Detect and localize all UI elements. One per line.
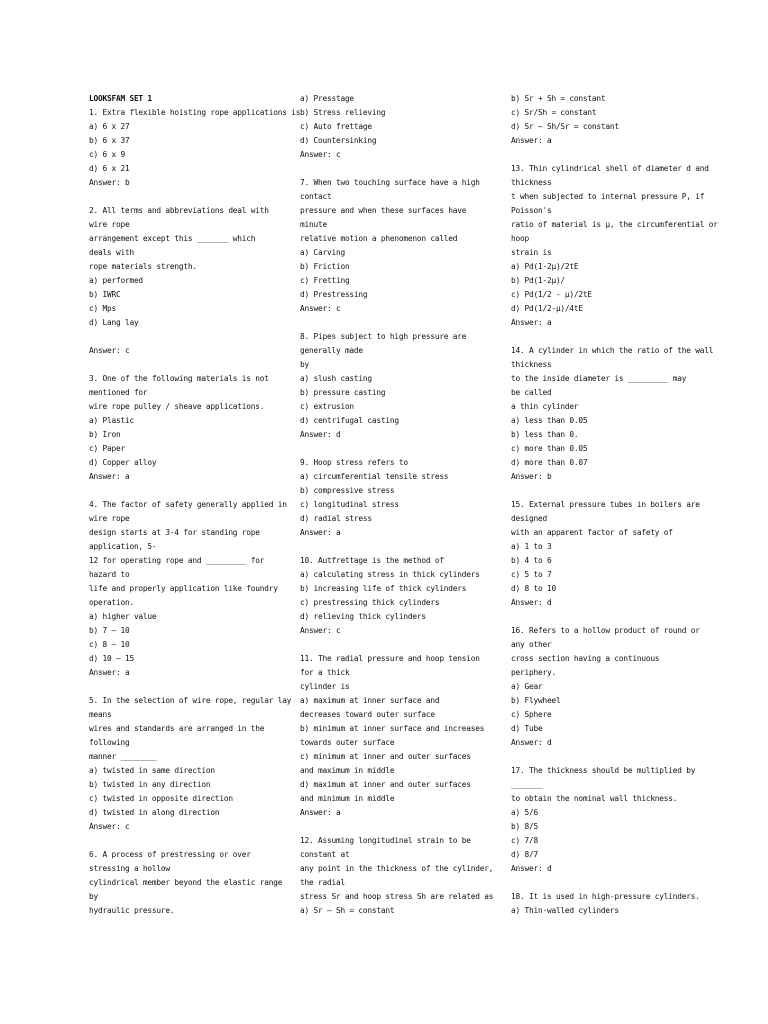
text-line: 2. All terms and abbreviations deal with	[89, 206, 269, 215]
text-line: periphery.	[511, 668, 556, 677]
text-line: thickness	[511, 178, 552, 187]
text-line: mentioned for	[89, 388, 148, 397]
text-line: c) Sr/Sh = constant	[511, 108, 597, 117]
text-line: 10. Autfrettage is the method of	[300, 556, 444, 565]
text-line: d) centrifugal casting	[300, 416, 399, 425]
text-line: d) Tube	[511, 724, 543, 733]
text-line: 12. Assuming longitudinal strain to be	[300, 836, 471, 845]
text-line: d) Countersinking	[300, 136, 377, 145]
text-line: a) Thin-walled cylinders	[511, 906, 619, 915]
text-line: a) Plastic	[89, 416, 134, 425]
text-line: c) Sphere	[511, 710, 552, 719]
text-line: d) more than 0.07	[511, 458, 588, 467]
text-line: b) less than 0.	[511, 430, 579, 439]
text-line: application, 5-	[89, 542, 157, 551]
text-line	[511, 610, 691, 624]
text-line	[300, 820, 480, 834]
text-line: a) Presstage	[300, 94, 354, 103]
text-line: b) IWRC	[89, 290, 121, 299]
text-line: cross section having a continuous	[511, 654, 660, 663]
text-line: Answer: d	[511, 598, 552, 607]
text-line	[89, 358, 261, 372]
text-line: 14. A cylinder in which the ratio of the wall	[511, 346, 714, 355]
text-line: for a thick	[300, 668, 350, 677]
text-line: 7. When two touching surface have a high	[300, 178, 480, 187]
text-line: a) 1 to 3	[511, 542, 552, 551]
text-line: towards outer surface	[300, 738, 395, 747]
text-line: by	[89, 892, 98, 901]
text-line: c) more than 0.05	[511, 444, 588, 453]
text-line: wires and standards are arranged in the	[89, 724, 265, 733]
text-line	[89, 190, 261, 204]
text-line	[511, 330, 691, 344]
text-line: Answer: c	[300, 304, 341, 313]
text-line: c) 7/8	[511, 836, 538, 845]
text-line: c) Pd(1/2 - μ)/2tE	[511, 290, 592, 299]
text-line: Answer: a	[89, 668, 130, 677]
text-line: a) slush casting	[300, 374, 372, 383]
text-line: a) 5/6	[511, 808, 538, 817]
text-line: generally made	[300, 346, 363, 355]
text-line: c) longitudinal stress	[300, 500, 399, 509]
text-line: a) 6 x 27	[89, 122, 130, 131]
text-line: manner ________	[89, 752, 157, 761]
text-line: a) Pd(1-2μ)/2tE	[511, 262, 579, 271]
text-line: b) Friction	[300, 262, 350, 271]
text-line: and minimum in middle	[300, 794, 395, 803]
text-line: c) extrusion	[300, 402, 354, 411]
text-line: 11. The radial pressure and hoop tension	[300, 654, 480, 663]
text-line: 1. Extra flexible hoisting rope applications is	[89, 108, 301, 117]
text-line: c) minimum at inner and outer surfaces	[300, 752, 471, 761]
text-line: d) Copper alloy	[89, 458, 157, 467]
text-line: minute	[300, 220, 327, 229]
text-line	[89, 484, 261, 498]
text-line: d) Sr – Sh/Sr = constant	[511, 122, 619, 131]
text-line: Answer: c	[300, 626, 341, 635]
text-line: 8. Pipes subject to high pressure are	[300, 332, 467, 341]
text-line: t when subjected to internal pressure P, if	[511, 192, 705, 201]
text-line: a) higher value	[89, 612, 157, 621]
text-line: b) Flywheel	[511, 696, 561, 705]
text-line: operation.	[89, 598, 134, 607]
text-line: stress Sr and hoop stress Sh are related as	[300, 892, 494, 901]
text-line	[300, 638, 480, 652]
text-line: thickness	[511, 360, 552, 369]
text-line: b) Iron	[89, 430, 121, 439]
text-line: 9. Hoop stress refers to	[300, 458, 408, 467]
text-line: b) 7 – 10	[89, 626, 130, 635]
text-line: b) pressure casting	[300, 388, 386, 397]
text-line: Answer: a	[300, 528, 341, 537]
text-line: d) 8 to 10	[511, 584, 556, 593]
text-line: d) radial stress	[300, 514, 372, 523]
text-line: d) relieving thick cylinders	[300, 612, 426, 621]
page-title: LOOKSFAM SET 1	[89, 94, 152, 103]
text-line: a) Carving	[300, 248, 345, 257]
text-line: and maximum in middle	[300, 766, 395, 775]
text-line: 6. A process of prestressing or over	[89, 850, 251, 859]
text-line: b) twisted in any direction	[89, 780, 211, 789]
text-line: Answer: a	[511, 136, 552, 145]
text-line: b) Sr + Sh = constant	[511, 94, 606, 103]
text-line: 5. In the selection of wire rope, regular lay	[89, 696, 292, 705]
text-line: cylinder is	[300, 682, 350, 691]
text-line	[89, 834, 261, 848]
text-line: designed	[511, 514, 547, 523]
text-line: a) less than 0.05	[511, 416, 588, 425]
text-line: Answer: b	[511, 472, 552, 481]
text-line: cylindrical member beyond the elastic range	[89, 878, 283, 887]
text-line: 18. It is used in high-pressure cylinders.	[511, 892, 700, 901]
text-line: 3. One of the following materials is not	[89, 374, 269, 383]
text-line: contact	[300, 192, 332, 201]
text-line: a) twisted in same direction	[89, 766, 215, 775]
text-line: to obtain the nominal wall thickness.	[511, 794, 678, 803]
text-line: Poisson's	[511, 206, 552, 215]
text-line: 16. Refers to a hollow product of round or	[511, 626, 700, 635]
text-line: a) circumferential tensile stress	[300, 472, 449, 481]
text-line: b) 6 x 37	[89, 136, 130, 145]
text-line: hazard to	[89, 570, 130, 579]
text-line: to the inside diameter is _________ may	[511, 374, 687, 383]
text-line	[89, 680, 261, 694]
text-line: 4. The factor of safety generally applied in	[89, 500, 287, 509]
text-line: rope materials strength.	[89, 262, 197, 271]
text-line: design starts at 3-4 for standing rope	[89, 528, 260, 537]
text-line: life and properly application like foundry	[89, 584, 278, 593]
text-line: 17. The thickness should be multiplied by	[511, 766, 696, 775]
text-line: a) Sr – Sh = constant	[300, 906, 395, 915]
text-line: b) Stress relieving	[300, 108, 386, 117]
column-1	[89, 92, 301, 918]
text-line: c) twisted in opposite direction	[89, 794, 233, 803]
text-line: a) performed	[89, 276, 143, 285]
text-line: b) minimum at inner surface and increases	[300, 724, 485, 733]
text-line	[89, 330, 261, 344]
text-line: strain is	[511, 248, 552, 257]
text-line: d) twisted in along direction	[89, 808, 220, 817]
text-line	[511, 484, 691, 498]
text-line: by	[300, 360, 309, 369]
text-line: ratio of material is μ, the circumferential or	[511, 220, 718, 229]
text-line: Answer: d	[511, 864, 552, 873]
text-line: a) calculating stress in thick cylinders	[300, 570, 480, 579]
text-line: b) 4 to 6	[511, 556, 552, 565]
text-line: d) 10 – 15	[89, 654, 134, 663]
text-line: d) Lang lay	[89, 318, 139, 327]
text-line: stressing a hollow	[89, 864, 170, 873]
text-line: arrangement except this _______ which	[89, 234, 256, 243]
text-line: following	[89, 738, 130, 747]
text-line: d) Pd(1/2-μ)/4tE	[511, 304, 583, 313]
text-line: d) maximum at inner and outer surfaces	[300, 780, 471, 789]
text-line: c) prestressing thick cylinders	[300, 598, 440, 607]
text-line: c) 5 to 7	[511, 570, 552, 579]
text-line: Answer: a	[89, 472, 130, 481]
text-line: Answer: a	[300, 808, 341, 817]
text-line: a) maximum at inner surface and	[300, 696, 440, 705]
text-line: c) Mps	[89, 304, 116, 313]
text-line: pressure and when these surfaces have	[300, 206, 467, 215]
text-line: Answer: d	[300, 430, 341, 439]
text-line: Answer: b	[89, 178, 130, 187]
text-line: any other	[511, 640, 552, 649]
text-line: 12 for operating rope and _________ for	[89, 556, 265, 565]
text-line: b) 8/5	[511, 822, 538, 831]
text-line: a) Gear	[511, 682, 543, 691]
text-line	[511, 876, 691, 890]
text-line	[511, 750, 691, 764]
text-line: be called	[511, 388, 552, 397]
text-line: Answer: c	[89, 822, 130, 831]
text-line: c) 8 – 10	[89, 640, 130, 649]
text-line: Answer: a	[511, 318, 552, 327]
column-3	[511, 92, 718, 918]
text-line: wire rope	[89, 514, 130, 523]
text-line: hydraulic pressure.	[89, 906, 175, 915]
text-line: a thin cylinder	[511, 402, 579, 411]
text-line: 13. Thin cylindrical shell of diameter d and	[511, 164, 709, 173]
text-line	[300, 540, 480, 554]
text-line: Answer: c	[300, 150, 341, 159]
text-line: b) compressive stress	[300, 486, 395, 495]
text-line: wire rope pulley / sheave applications.	[89, 402, 265, 411]
text-line: c) Paper	[89, 444, 125, 453]
text-line: d) 8/7	[511, 850, 538, 859]
text-line: with an apparent factor of safety of	[511, 528, 673, 537]
text-line: d) 6 x 21	[89, 164, 130, 173]
text-line: 15. External pressure tubes in boilers are	[511, 500, 700, 509]
text-line: constant at	[300, 850, 350, 859]
text-line: the radial	[300, 878, 345, 887]
text-line: d) Prestressing	[300, 290, 368, 299]
text-line: _______	[511, 780, 543, 789]
text-line: deals with	[89, 248, 134, 257]
text-line: means	[89, 710, 112, 719]
text-line: c) Fretting	[300, 276, 350, 285]
text-line: c) Auto frettage	[300, 122, 372, 131]
text-line: relative motion a phenomenon called	[300, 234, 458, 243]
text-line: wire rope	[89, 220, 130, 229]
text-line: Answer: c	[89, 346, 130, 355]
text-line: c) 6 x 9	[89, 150, 125, 159]
text-line: decreases toward outer surface	[300, 710, 435, 719]
text-line	[300, 442, 480, 456]
text-line	[300, 316, 480, 330]
text-line	[511, 148, 691, 162]
column-2	[300, 92, 494, 918]
text-line	[300, 162, 480, 176]
text-line: b) increasing life of thick cylinders	[300, 584, 467, 593]
text-line: hoop	[511, 234, 529, 243]
text-line: Answer: d	[511, 738, 552, 747]
text-line: b) Pd(1-2μ)/	[511, 276, 565, 285]
text-line: any point in the thickness of the cylinder,	[300, 864, 494, 873]
